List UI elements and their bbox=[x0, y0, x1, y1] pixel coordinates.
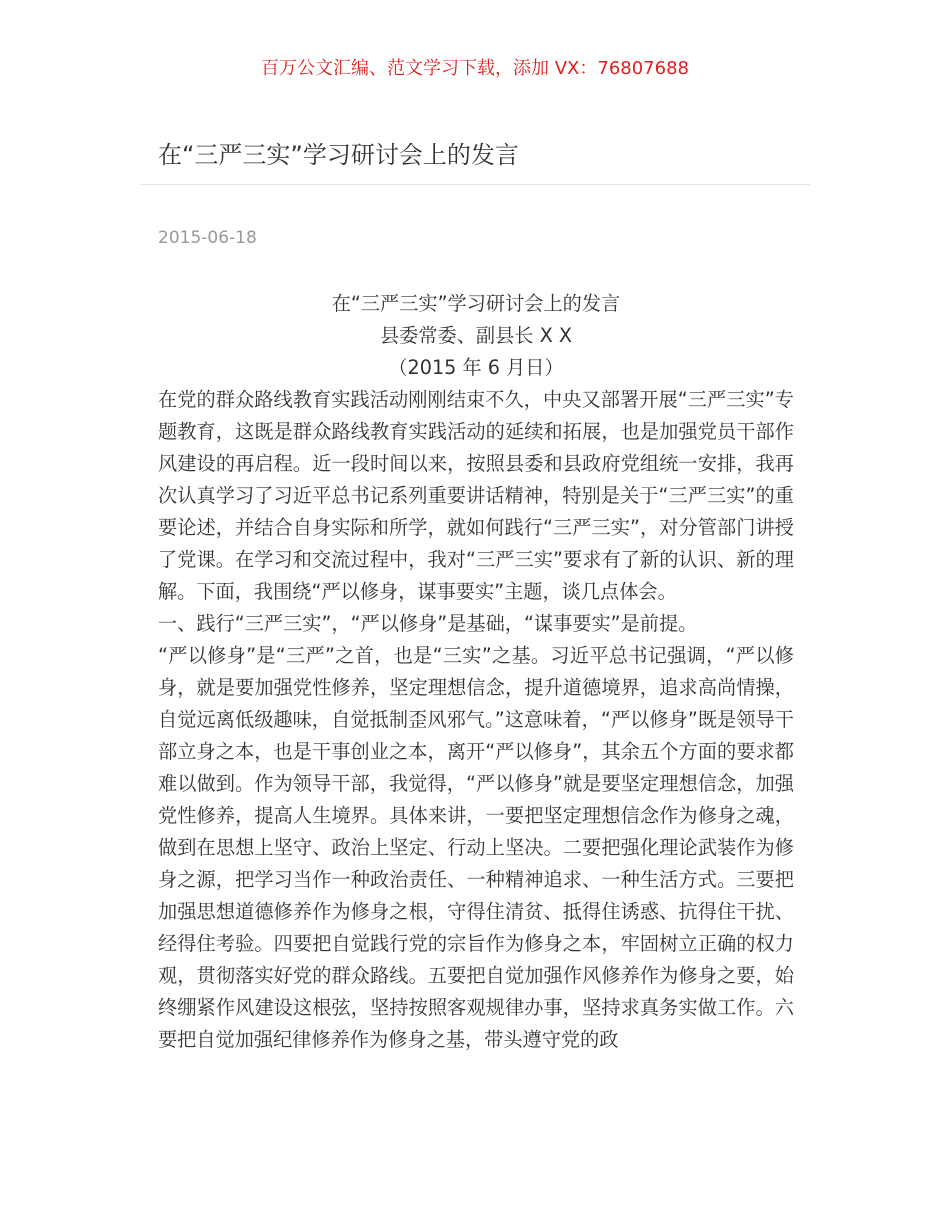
section-heading-1: 一、践行“三严三实”，“严以修身”是基础，“谋事要实”是前提。 bbox=[158, 612, 698, 635]
paragraph-intro: 在党的群众路线教育实践活动刚刚结束不久，中央又部署开展“三严三实”专题教育，这既是群众路线教育实践活动的延续和拓展，也是加强党员干部作风建设的再启程。近一段时间以来，按照县委和县政府党组统一安排，我再次认真学习了习近平总书记系列重要讲话精神，特别是关于“三严三实”的重要论述，并结合自身实际和所学，就如何践行“三严三实”，对分管部门讲授了党课。在学习和交流过程中，我对“三严三实”要求有了新的认识、新的理解。下面，我围绕“严以修身，谋事要实”主题，谈几点体会。 bbox=[158, 388, 794, 603]
speech-author: 县委常委、副县长 X X bbox=[380, 324, 572, 347]
paragraph-section-1: “严以修身”是“三严”之首，也是“三实”之基。习近平总书记强调，“严以修身，就是要加强党性修养，坚定理想信念，提升道德境界，追求高尚情操，自觉远离低级趣味，自觉抵制歪风邪气。”这意味着，“严以修身”既是领导干部立身之本，也是干事创业之本，离开“严以修身”，其余五个方面的要求都难以做到。作为领导干部，我觉得，“严以修身”就是要坚定理想信念，加强党性修养，提高人生境界。具体来讲，一要把坚定理想信念作为修身之魂，做到在思想上坚守、政治上坚定、行动上坚决。二要把强化理论武装作为修身之源，把学习当作一种政治责任、一种精神追求、一种生活方式。三要把加强思想道德修养作为修身之根，守得住清贫、抵得住诱惑、抗得住干扰、经得住考验。四要把自觉践行党的宗旨作为修身之本，牢固树立正确的权力观，贯彻落实好党的群众路线。五要把自觉加强作风修养作为修身之要，始终绷紧作风建设这根弦，坚持按照客观规律办事，坚持求真务实做工作。六要把自觉加强纪律修养作为修身之基，带头遵守党的政 bbox=[158, 644, 794, 1051]
publish-date: 2015-06-18 bbox=[158, 228, 257, 248]
title-divider bbox=[140, 184, 810, 185]
speech-date: （2015 年 6 月日） bbox=[388, 356, 564, 379]
header-banner: 百万公文汇编、范文学习下载，添加 VX：76807688 bbox=[261, 58, 689, 79]
article-title: 在“三严三实”学习研讨会上的发言 bbox=[158, 141, 519, 169]
article-content bbox=[158, 288, 794, 1056]
speech-title: 在“三严三实”学习研讨会上的发言 bbox=[331, 292, 621, 315]
